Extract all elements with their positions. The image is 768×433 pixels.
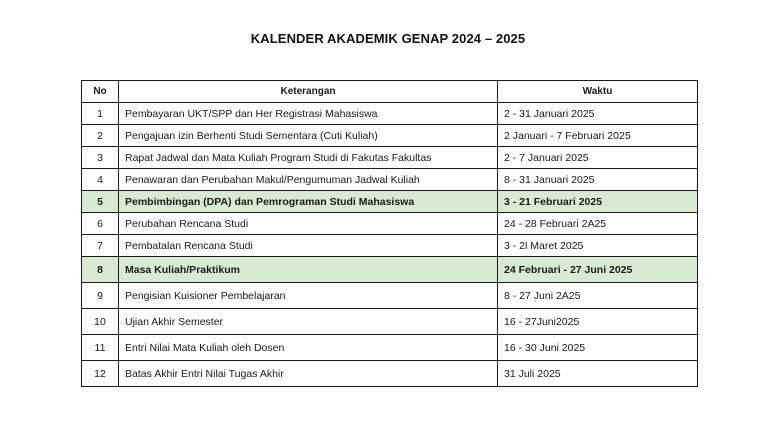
- table-row: [82, 235, 698, 257]
- table-row: [82, 309, 698, 335]
- cell-keterangan: Pengisian Kuisioner Pembelajaran: [119, 283, 498, 309]
- table-row: [82, 361, 698, 387]
- table-row: [82, 125, 698, 147]
- cell-keterangan: Perubahan Rencana Studi: [119, 213, 498, 235]
- table-row: [82, 335, 698, 361]
- cell-waktu: 2 - 31 Januari 2025: [498, 103, 698, 125]
- cell-waktu: 16 - 27Juni2025: [498, 309, 698, 335]
- cell-no: 6: [82, 213, 119, 235]
- cell-no: 5: [82, 191, 119, 213]
- header-keterangan: Keterangan: [119, 81, 498, 103]
- cell-no: 8: [82, 257, 119, 283]
- cell-waktu: 31 Juli 2025: [498, 361, 698, 387]
- table-row: [82, 257, 698, 283]
- document-title: KALENDER AKADEMIK GENAP 2024 – 2025: [250, 31, 526, 46]
- table-row: [82, 147, 698, 169]
- cell-waktu: 3 - 21 Februari 2025: [498, 191, 698, 213]
- cell-keterangan: Rapat Jadwal dan Mata Kuliah Program Studi di Fakutas Fakultas: [119, 147, 498, 169]
- cell-keterangan: Pembimbingan (DPA) dan Pemrograman Studi Mahasiswa: [119, 191, 498, 213]
- cell-waktu: 24 Februari - 27 Juni 2025: [498, 257, 698, 283]
- cell-no: 3: [82, 147, 119, 169]
- cell-no: 2: [82, 125, 119, 147]
- cell-keterangan: Pengajuan izin Berhenti Studi Sementara (Cuti Kuliah): [119, 125, 498, 147]
- cell-no: 12: [82, 361, 119, 387]
- cell-waktu: 8 - 27 Juni 2A25: [498, 283, 698, 309]
- header-no: No: [82, 81, 119, 103]
- cell-waktu: 3 - 2l Maret 2025: [498, 235, 698, 257]
- table-row: [82, 283, 698, 309]
- cell-waktu: 2 - 7 Januari 2025: [498, 147, 698, 169]
- cell-waktu: 24 - 28 Februari 2A25: [498, 213, 698, 235]
- table-row: [82, 103, 698, 125]
- cell-keterangan: Batas Akhir Entri Nilai Tugas Akhir: [119, 361, 498, 387]
- cell-keterangan: Pembayaran UKT/SPP dan Her Registrasi Mahasiswa: [119, 103, 498, 125]
- table-header-row: [82, 81, 698, 103]
- cell-no: 9: [82, 283, 119, 309]
- cell-keterangan: Masa Kuliah/Praktikum: [119, 257, 498, 283]
- cell-no: 7: [82, 235, 119, 257]
- table-row: [82, 191, 698, 213]
- cell-keterangan: Penawaran dan Perubahan Makul/Pengumuman Jadwal Kuliah: [119, 169, 498, 191]
- academic-calendar-table: [81, 80, 698, 387]
- cell-no: 10: [82, 309, 119, 335]
- cell-waktu: 16 - 30 Juni 2025: [498, 335, 698, 361]
- cell-keterangan: Entri Nilai Mata Kuliah oleh Dosen: [119, 335, 498, 361]
- cell-keterangan: Pembatalan Rencana Studi: [119, 235, 498, 257]
- cell-no: 1: [82, 103, 119, 125]
- cell-keterangan: Ujian Akhir Semester: [119, 309, 498, 335]
- header-waktu: Waktu: [498, 81, 698, 103]
- table-row: [82, 169, 698, 191]
- cell-waktu: 8 - 31 Januari 2025: [498, 169, 698, 191]
- table-row: [82, 213, 698, 235]
- cell-waktu: 2 Januari - 7 Februari 2025: [498, 125, 698, 147]
- cell-no: 11: [82, 335, 119, 361]
- cell-no: 4: [82, 169, 119, 191]
